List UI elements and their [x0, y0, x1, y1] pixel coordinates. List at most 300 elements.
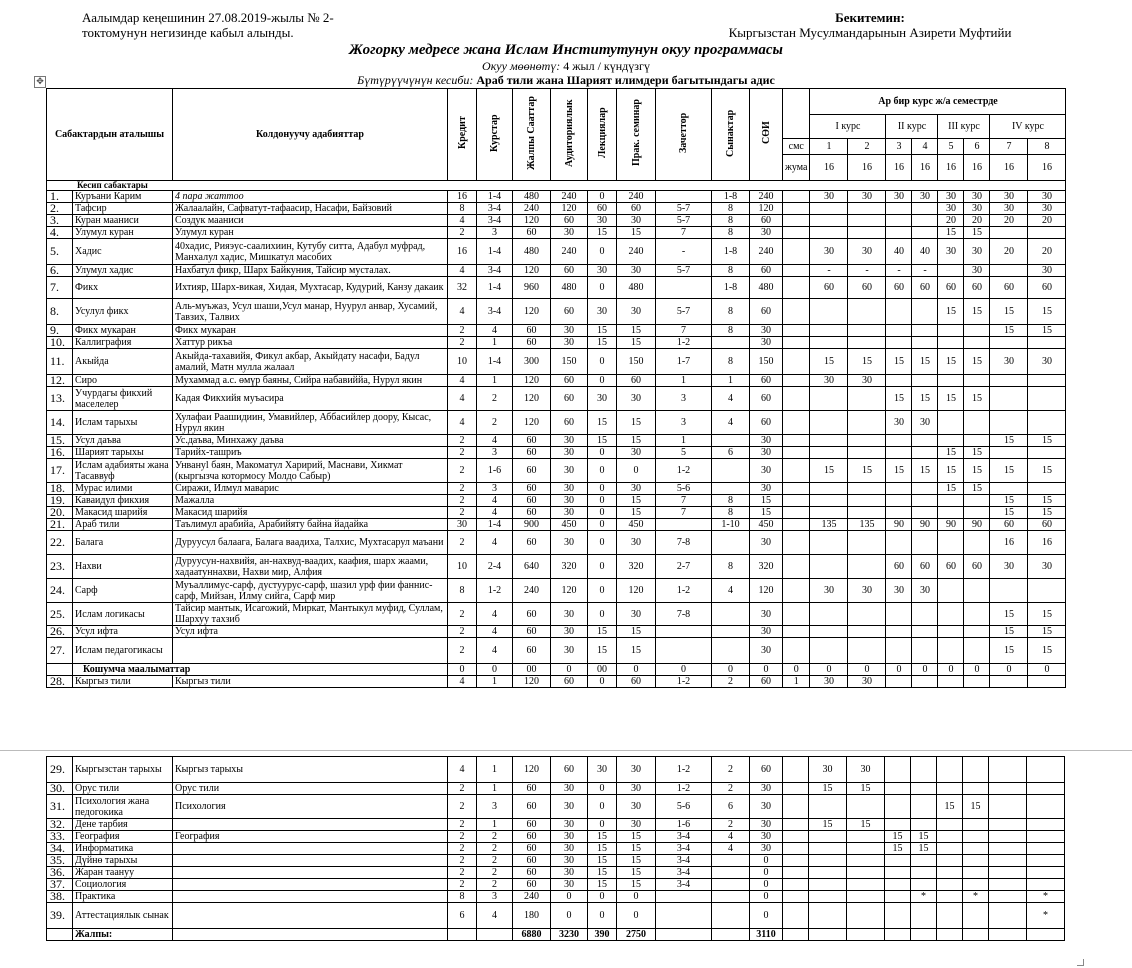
total-value: [783, 929, 809, 941]
cell-value: [912, 626, 938, 638]
col-auditorium: Аудиториялык: [551, 89, 588, 181]
cell-value: [712, 531, 750, 555]
cell-value: 60: [750, 676, 783, 688]
cell-value: 30: [750, 795, 783, 819]
subject-name: Орус тили: [73, 783, 173, 795]
cell-value: 15: [1028, 459, 1066, 483]
cell-value: 15: [847, 783, 885, 795]
cell-value: [990, 447, 1028, 459]
cell-value: 30: [750, 783, 783, 795]
cell-value: 2: [477, 855, 513, 867]
cell-value: 1-2: [656, 757, 712, 783]
cell-value: 15: [912, 349, 938, 375]
cell-value: 20: [990, 239, 1028, 265]
cell-value: 5-7: [656, 203, 712, 215]
total-value: [885, 929, 911, 941]
cell-value: [989, 891, 1027, 903]
table-row: [47, 867, 1065, 879]
cell-value: 3: [477, 227, 513, 239]
cell-value: [1027, 879, 1065, 891]
table-row: [47, 638, 1066, 664]
table-row: [47, 215, 1066, 227]
cell-value: 30: [551, 626, 588, 638]
table-row: [47, 387, 1066, 411]
cell-value: 15: [1028, 507, 1066, 519]
cell-value: 16: [990, 531, 1028, 555]
cell-value: [848, 507, 886, 519]
cell-value: 240: [513, 891, 551, 903]
cell-value: 0: [617, 891, 656, 903]
cell-value: [989, 795, 1027, 819]
sem-1: 1: [810, 139, 848, 154]
cell-value: 15: [750, 495, 783, 507]
cell-value: 3-4: [656, 843, 712, 855]
table-row: [47, 831, 1065, 843]
subject-books: Хулафаи Раашидиин, Умавийлер, Аббасийлер доору, Кысас, Нурул якин: [173, 411, 448, 435]
cell-value: [810, 299, 848, 325]
subject-name: Шарият тарыхы: [73, 447, 173, 459]
cell-value: [783, 626, 810, 638]
row-number: 23.: [47, 555, 73, 579]
cell-value: 1-2: [656, 459, 712, 483]
cell-value: 60: [750, 411, 783, 435]
cell-value: 300: [513, 349, 551, 375]
cell-value: [848, 531, 886, 555]
cell-value: [964, 603, 990, 626]
cell-value: 1-8: [712, 277, 750, 299]
cell-value: [886, 507, 912, 519]
cell-value: 7: [656, 325, 712, 337]
table-row: [47, 277, 1066, 299]
cell-value: [937, 855, 963, 867]
cell-value: 30: [617, 215, 656, 227]
total-value: 3230: [551, 929, 588, 941]
cell-value: [847, 903, 885, 929]
cell-value: [810, 483, 848, 495]
cell-value: 30: [750, 831, 783, 843]
cell-value: 0: [938, 664, 964, 676]
cell-value: 0: [588, 447, 617, 459]
cell-value: 15: [912, 387, 938, 411]
cell-value: 0: [783, 664, 810, 676]
subject-name: Нахви: [73, 555, 173, 579]
cell-value: 15: [990, 507, 1028, 519]
cell-value: 15: [938, 459, 964, 483]
table-row: [47, 855, 1065, 867]
cell-value: 30: [617, 819, 656, 831]
subject-name: Сарф: [73, 579, 173, 603]
cell-value: 3: [477, 483, 513, 495]
cell-value: [911, 795, 937, 819]
table-row: [47, 843, 1065, 855]
cell-value: [1028, 337, 1066, 349]
cell-value: 30: [551, 638, 588, 664]
cell-value: [656, 891, 712, 903]
total-value: [1027, 929, 1065, 941]
cell-value: [712, 337, 750, 349]
cell-value: [809, 891, 847, 903]
cell-value: 2: [448, 337, 477, 349]
cell-value: [1028, 676, 1066, 688]
cell-value: [1027, 757, 1065, 783]
cell-value: [848, 447, 886, 459]
cell-value: 150: [750, 349, 783, 375]
cell-value: 8: [448, 891, 477, 903]
cell-value: 3-4: [656, 867, 712, 879]
cell-value: [964, 507, 990, 519]
cell-value: 60: [990, 519, 1028, 531]
cell-value: 60: [513, 495, 551, 507]
cell-value: 0: [588, 495, 617, 507]
cell-value: 60: [1028, 277, 1066, 299]
cell-value: [912, 638, 938, 664]
cell-value: [1027, 867, 1065, 879]
cell-value: [810, 203, 848, 215]
table-row: [47, 483, 1066, 495]
row-number: 15.: [47, 435, 73, 447]
weeks-4: 16: [912, 154, 938, 180]
cell-value: [963, 843, 989, 855]
cell-value: [809, 867, 847, 879]
cell-value: 1: [477, 337, 513, 349]
cell-value: [783, 579, 810, 603]
cell-value: 1: [477, 757, 513, 783]
cell-value: [963, 879, 989, 891]
cell-value: 30: [938, 203, 964, 215]
cell-value: 16: [1028, 531, 1066, 555]
cell-value: 16: [448, 191, 477, 203]
table-row: [47, 349, 1066, 375]
cell-value: 60: [750, 299, 783, 325]
cell-value: [886, 495, 912, 507]
cell-value: 1-4: [477, 349, 513, 375]
cell-value: [938, 676, 964, 688]
cell-value: 1-2: [477, 579, 513, 603]
cell-value: 30: [750, 603, 783, 626]
cell-value: 0: [551, 664, 588, 676]
cell-value: 0: [588, 891, 617, 903]
cell-value: 1: [477, 783, 513, 795]
cell-value: 15: [617, 879, 656, 891]
cell-value: 15: [809, 783, 847, 795]
cell-value: [886, 676, 912, 688]
cell-value: [912, 215, 938, 227]
cell-value: 30: [551, 447, 588, 459]
cell-value: 30: [1028, 265, 1066, 277]
subject-books: Ус.даъва, Минхажу даъва: [173, 435, 448, 447]
cell-value: [783, 819, 809, 831]
cell-value: 450: [617, 519, 656, 531]
cell-value: 60: [513, 867, 551, 879]
total-value: [989, 929, 1027, 941]
subject-books: Тайсир мантык, Исагожий, Миркат, Мантыкул муфид, Суллам, Шархуу тахзиб: [173, 603, 448, 626]
cell-value: 3-4: [656, 831, 712, 843]
cell-value: -: [656, 239, 712, 265]
cell-value: 480: [551, 277, 588, 299]
subject-name: Хадис: [73, 239, 173, 265]
cell-value: [847, 843, 885, 855]
cell-value: 15: [1028, 435, 1066, 447]
total-value: 6880: [513, 929, 551, 941]
table-row: [47, 879, 1065, 891]
row-number: 31.: [47, 795, 73, 819]
cell-value: 1-4: [477, 239, 513, 265]
subject-books: Муъаллимус-сарф, дустуурус-сарф, шазил урф фии фаннис-сарф, Мийзан, Илму сийга, Сарф мир: [173, 579, 448, 603]
cell-value: 1-8: [712, 191, 750, 203]
col-semesters-title: Ар бир курс ж/а семестрде: [810, 89, 1066, 115]
cell-value: 60: [513, 531, 551, 555]
cell-value: 120: [513, 757, 551, 783]
cell-value: [712, 483, 750, 495]
cell-value: 1-2: [656, 337, 712, 349]
subject-name: Учурдагы фикхий маселелер: [73, 387, 173, 411]
cell-value: 2: [477, 843, 513, 855]
table-row: [47, 411, 1066, 435]
cell-value: -: [886, 265, 912, 277]
cell-value: [937, 867, 963, 879]
cell-value: 8: [712, 507, 750, 519]
cell-value: [1028, 375, 1066, 387]
cell-value: [938, 507, 964, 519]
cell-value: [964, 531, 990, 555]
cell-value: 60: [886, 555, 912, 579]
cell-value: 60: [551, 215, 588, 227]
subject-name: Социология: [73, 879, 173, 891]
cell-value: 30: [750, 325, 783, 337]
cell-value: [912, 299, 938, 325]
cell-value: [964, 325, 990, 337]
subject-name: Усулул фикх: [73, 299, 173, 325]
cell-value: 4: [448, 299, 477, 325]
cell-value: [783, 299, 810, 325]
table-row: [47, 507, 1066, 519]
cell-value: 4: [477, 638, 513, 664]
col-practice: Прак. семинар: [617, 89, 656, 181]
cell-value: 0: [588, 579, 617, 603]
cell-value: [912, 227, 938, 239]
subject-books: Кыргыз тили: [173, 676, 448, 688]
cell-value: 450: [551, 519, 588, 531]
subject-books: Макасид шарийя: [173, 507, 448, 519]
table-header: [47, 89, 1066, 181]
cell-value: 1: [783, 676, 810, 688]
subject-books: Жалаалайн, Сафватут-тафаасир, Насафи, Байзовий: [173, 203, 448, 215]
table-row: [47, 435, 1066, 447]
cell-value: 30: [990, 555, 1028, 579]
cell-value: [964, 495, 990, 507]
cell-value: [783, 375, 810, 387]
cell-value: 120: [513, 215, 551, 227]
cell-value: 15: [588, 325, 617, 337]
row-number: 22.: [47, 531, 73, 555]
cell-value: 15: [617, 843, 656, 855]
cell-value: 1-2: [656, 579, 712, 603]
row-number: 27.: [47, 638, 73, 664]
cell-value: 0: [810, 664, 848, 676]
cell-value: 30: [938, 191, 964, 203]
cell-value: [783, 459, 810, 483]
cell-value: [848, 626, 886, 638]
cell-value: [847, 891, 885, 903]
cell-value: [937, 891, 963, 903]
cell-value: [783, 325, 810, 337]
cell-value: 6: [712, 447, 750, 459]
cell-value: 30: [809, 757, 847, 783]
cell-value: [989, 843, 1027, 855]
cell-value: [783, 783, 809, 795]
cell-value: 150: [617, 349, 656, 375]
table-row: [47, 819, 1065, 831]
cell-value: 60: [938, 277, 964, 299]
cell-value: 90: [938, 519, 964, 531]
table-body: [47, 181, 1066, 688]
table-row: [47, 325, 1066, 337]
cell-value: 15: [937, 795, 963, 819]
cell-value: 0: [448, 664, 477, 676]
row-number: 38.: [47, 891, 73, 903]
cell-value: [810, 215, 848, 227]
table-row: [47, 555, 1066, 579]
cell-value: [911, 867, 937, 879]
total-value: [963, 929, 989, 941]
cell-value: 30: [810, 239, 848, 265]
cell-value: 30: [990, 191, 1028, 203]
cell-value: [912, 507, 938, 519]
subject-name: Аттестациялык сынак: [73, 903, 173, 929]
section-core-label: Кесип сабактары: [47, 181, 1066, 191]
cell-value: 30: [1028, 349, 1066, 375]
cell-value: [783, 483, 810, 495]
row-number: 5.: [47, 239, 73, 265]
cell-value: [656, 277, 712, 299]
cell-value: [810, 531, 848, 555]
cell-value: [847, 795, 885, 819]
cell-value: [989, 855, 1027, 867]
subject-name: Информатика: [73, 843, 173, 855]
cell-value: 15: [938, 483, 964, 495]
cell-value: 0: [588, 676, 617, 688]
cell-value: [990, 375, 1028, 387]
subject-name: Каллиграфия: [73, 337, 173, 349]
cell-value: 30: [617, 531, 656, 555]
cell-value: 3-4: [477, 299, 513, 325]
cell-value: 2: [448, 325, 477, 337]
subject-name: Тафсир: [73, 203, 173, 215]
cell-value: 60: [1028, 519, 1066, 531]
cell-value: 1: [656, 375, 712, 387]
cell-value: [783, 435, 810, 447]
table-move-handle-icon[interactable]: ✥: [34, 76, 46, 88]
cell-value: 7: [656, 495, 712, 507]
row-number: 4.: [47, 227, 73, 239]
cell-value: 15: [588, 867, 617, 879]
cell-value: [911, 903, 937, 929]
cell-value: 2: [477, 879, 513, 891]
cell-value: 1-6: [477, 459, 513, 483]
cell-value: 1-10: [712, 519, 750, 531]
total-value: [656, 929, 712, 941]
cell-value: 15: [847, 819, 885, 831]
cell-value: 30: [588, 387, 617, 411]
approved-by: [700, 10, 1040, 40]
cell-value: 60: [617, 676, 656, 688]
cell-value: 1: [477, 375, 513, 387]
cell-value: 30: [750, 531, 783, 555]
table-row: [47, 495, 1066, 507]
cell-value: [938, 579, 964, 603]
subject-books: Аль-муъжаз, Усул шаши,Усул манар, Нуурул анвар, Хусамий, Тавзих, Талвих: [173, 299, 448, 325]
subject-name: Фикх: [73, 277, 173, 299]
cell-value: 60: [551, 265, 588, 277]
cell-value: [912, 325, 938, 337]
row-number: 14.: [47, 411, 73, 435]
cell-value: 15: [938, 387, 964, 411]
subject-books: Дуруусун-нахвийя, ан-нахвуд-ваадих, каафия, шарх жаами, хадаатуннахви, Нахви мир, Алфия: [173, 555, 448, 579]
cell-value: 60: [513, 783, 551, 795]
cell-value: [783, 555, 810, 579]
cell-value: [886, 483, 912, 495]
subject-name: Кыргызстан тарыхы: [73, 757, 173, 783]
cell-value: 15: [750, 507, 783, 519]
page-corner-mark: [1077, 959, 1084, 966]
cell-value: 30: [1028, 191, 1066, 203]
cell-value: [712, 891, 750, 903]
cell-value: 120: [513, 265, 551, 277]
cell-value: [964, 435, 990, 447]
cell-value: [809, 903, 847, 929]
cell-value: 30: [551, 325, 588, 337]
cell-value: -: [848, 265, 886, 277]
cell-value: 10: [448, 349, 477, 375]
total-row: [47, 929, 1065, 941]
sem-6: 6: [964, 139, 990, 154]
cell-value: [656, 638, 712, 664]
subject-books: Унвануl баян, Макоматул Харирий, Маснави, Хикмат (кыргызча котормосу Молдо Сабыр): [173, 459, 448, 483]
cell-value: [783, 227, 810, 239]
cell-value: 0: [588, 555, 617, 579]
cell-value: 640: [513, 555, 551, 579]
cell-value: 15: [617, 495, 656, 507]
subject-name: Куръани Карим: [73, 191, 173, 203]
table-row: [47, 375, 1066, 387]
subject-books: Сиражи, Илмул маварис: [173, 483, 448, 495]
cell-value: [989, 867, 1027, 879]
row-number: 30.: [47, 783, 73, 795]
cell-value: [810, 325, 848, 337]
cell-value: 30: [750, 447, 783, 459]
cell-value: 15: [964, 483, 990, 495]
cell-value: 15: [938, 227, 964, 239]
cell-value: [886, 325, 912, 337]
cell-value: 120: [513, 387, 551, 411]
cell-value: 0: [750, 903, 783, 929]
cell-value: 20: [938, 215, 964, 227]
cell-value: [783, 349, 810, 375]
cell-value: *: [1027, 891, 1065, 903]
cell-value: 60: [513, 626, 551, 638]
cell-value: [990, 483, 1028, 495]
section-extra-row: [47, 664, 1066, 676]
cell-value: 30: [810, 191, 848, 203]
cell-value: 2: [477, 867, 513, 879]
cell-value: [938, 531, 964, 555]
cell-value: 4: [448, 411, 477, 435]
subject-books: Психология: [173, 795, 448, 819]
cell-value: 30: [847, 757, 885, 783]
cell-value: 15: [617, 626, 656, 638]
col-course-1: I курс: [810, 115, 886, 139]
cell-value: 30: [848, 191, 886, 203]
